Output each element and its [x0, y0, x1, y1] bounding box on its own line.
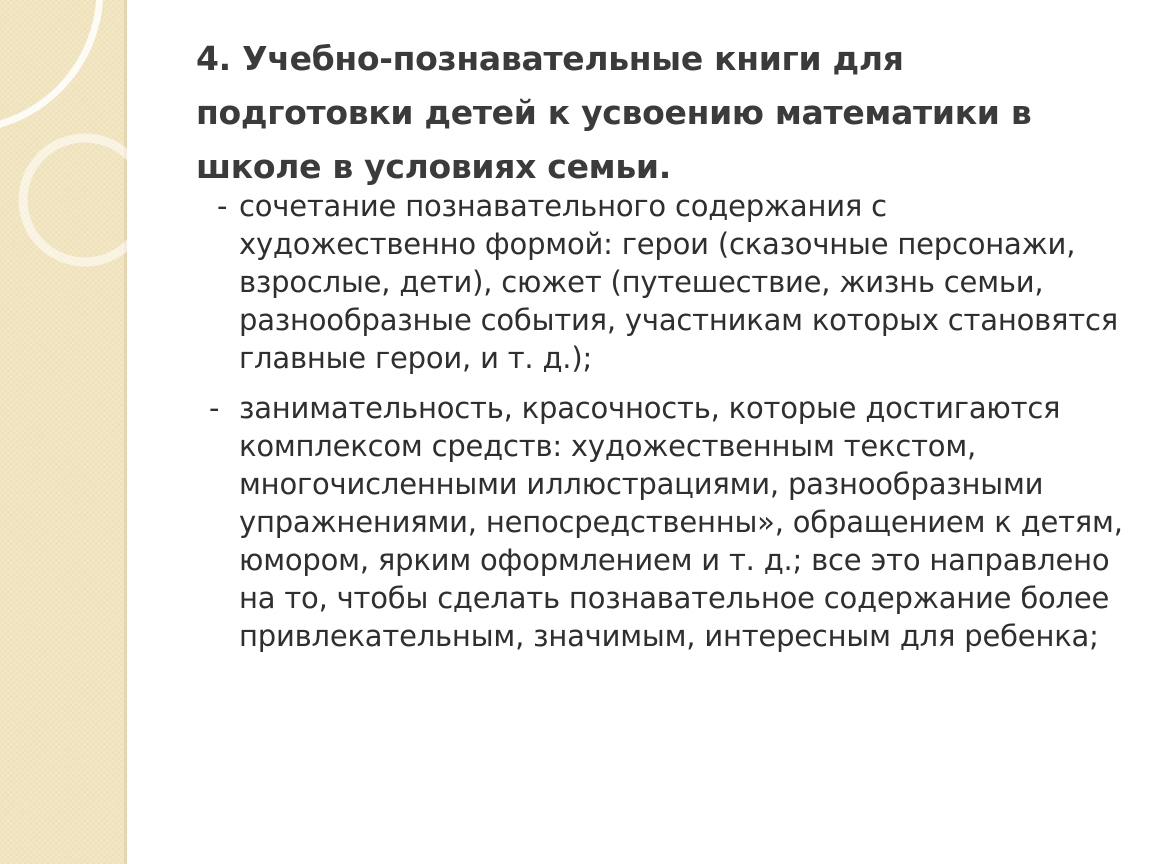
- bullet-item-2: [205, 389, 1125, 655]
- bullet-text-2: занимательность, красочность, которые достигаются комплексом средств: художественным текстом, многочисленными иллюстрациями, разнообразными упражнениями, непосредственны», обращением к детям, юмором, ярким оформлением и т. д.; все это направлено на то, чтобы сделать познавательное содержание более привлекательным, значимым, интересным для ребенка;: [239, 391, 1123, 653]
- bullet-text-1: сочетание познавательного содержания с художественно формой: герои (сказочные персонажи, взрослые, дети), сюжет (путешествие, жизнь семьи, разнообразные события, участникам которых становятся главные герои, и т. д.);: [239, 189, 1118, 375]
- decorative-ring-large: [0, 0, 100, 130]
- slide-title: 4. Учебно-познавательные книги для подготовки детей к усвоению математики в школе в условиях семьи.: [196, 39, 1032, 186]
- bullet-item-1: [205, 187, 1125, 377]
- decorative-rings: [0, 0, 200, 300]
- slide-body: [205, 187, 1125, 667]
- bullet-marker-1: -: [217, 189, 228, 223]
- bullet-marker-2: -: [209, 391, 220, 425]
- decorative-ring-small: [23, 138, 147, 262]
